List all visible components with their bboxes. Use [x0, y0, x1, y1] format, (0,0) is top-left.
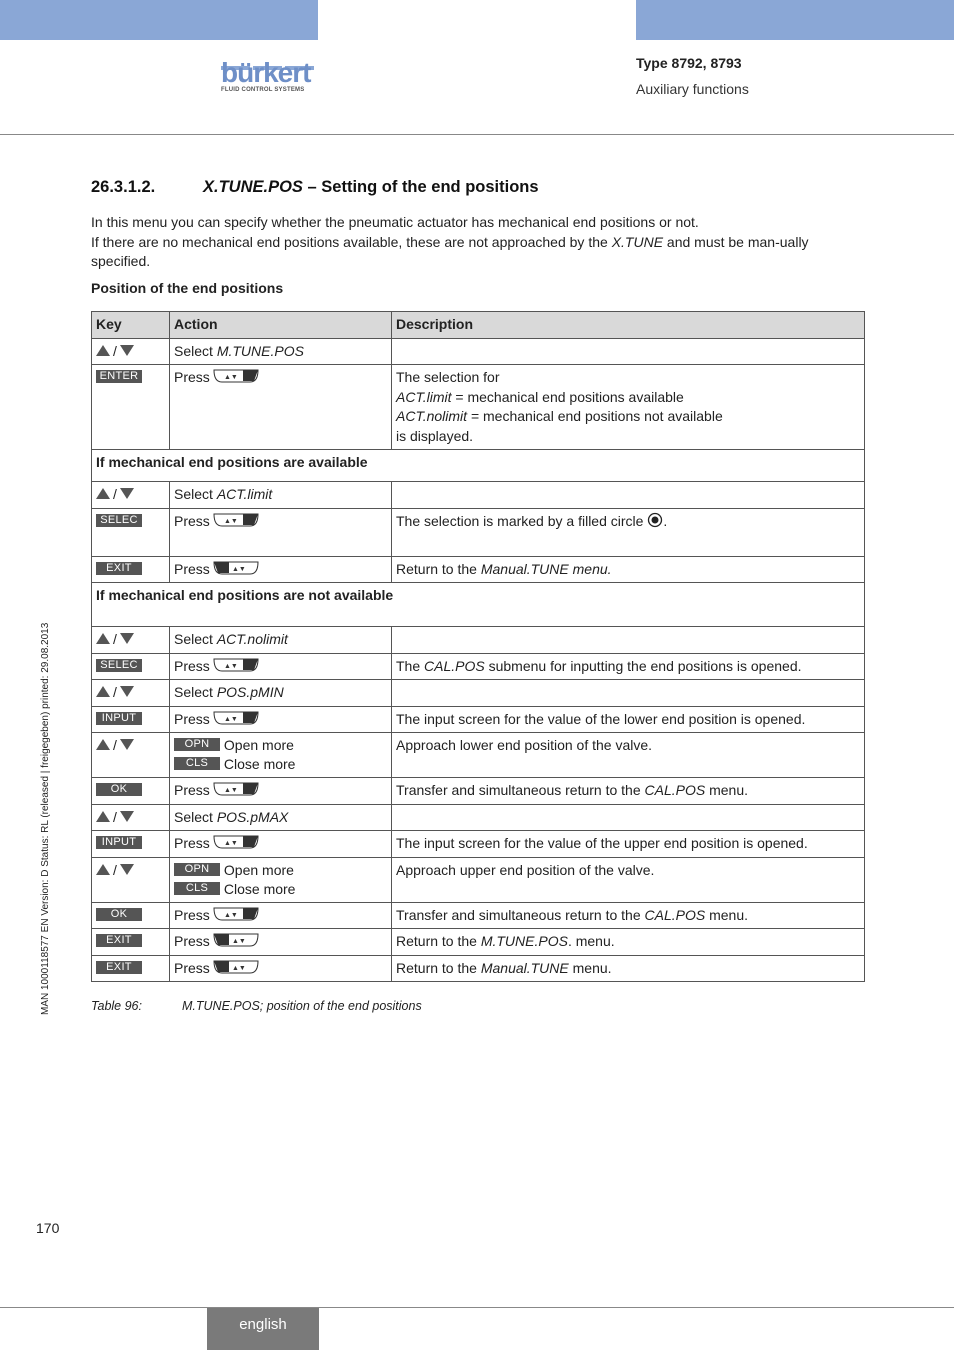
- action-italic: ACT.limit: [216, 486, 273, 502]
- svg-text:▲▼: ▲▼: [223, 787, 238, 795]
- open-more-line: [174, 736, 387, 755]
- desc-text-b: menu.: [705, 782, 749, 798]
- arrow-keys: [92, 338, 170, 365]
- table-row: [92, 556, 865, 583]
- desc-text-b: submenu for inputting the end positions is opened.: [484, 657, 802, 674]
- svg-text:▲▼: ▲▼: [223, 840, 238, 848]
- header-bar-left: [0, 0, 318, 40]
- action-cell: [170, 365, 392, 450]
- footer-divider: [0, 1307, 954, 1308]
- exit-key-icon: EXIT: [96, 562, 142, 575]
- intro-text-b: and must be man-ually specified.: [91, 233, 809, 269]
- desc-line: [396, 407, 860, 427]
- section-title: – Setting of the end positions: [302, 178, 539, 196]
- action-cell: [170, 556, 392, 583]
- description-cell: [392, 929, 865, 956]
- description-cell: [392, 804, 865, 831]
- open-more-line: [174, 861, 387, 880]
- key-action-table: [91, 311, 865, 982]
- desc-text-b: menu.: [568, 959, 612, 976]
- desc-end: .: [663, 512, 668, 529]
- section-number: 26.3.1.2.: [91, 178, 156, 196]
- exit-key-icon: EXIT: [96, 961, 142, 974]
- desc-italic: M.TUNE.POS: [480, 933, 568, 949]
- key-cell: [92, 706, 170, 733]
- desc-italic: Manual.TUNE menu.: [480, 560, 612, 577]
- table-row: [92, 955, 865, 982]
- desc-text-b: . menu.: [567, 933, 615, 949]
- table-caption: [91, 999, 422, 1013]
- table-row: [92, 365, 865, 450]
- desc-line: [396, 388, 860, 408]
- enter-key-icon: ENTER: [96, 370, 142, 383]
- desc-line: is displayed.: [396, 427, 474, 444]
- arrow-down-icon: [120, 488, 134, 499]
- page-number: 170: [36, 1220, 60, 1236]
- action-text: Press: [174, 560, 210, 577]
- description-cell: [392, 680, 865, 707]
- desc-text: The selection is marked by a filled circle: [396, 512, 648, 529]
- table-row: [92, 680, 865, 707]
- ok-key-icon: OK: [96, 908, 142, 921]
- key-cell: [92, 955, 170, 982]
- slash: /: [113, 342, 117, 359]
- key-cell: [92, 653, 170, 680]
- description-cell: [392, 365, 865, 450]
- keypad-right-icon: [213, 781, 259, 797]
- key-cell: [92, 831, 170, 858]
- description-cell: [392, 508, 865, 556]
- caption-text: M.TUNE.POS; position of the end positions: [182, 999, 422, 1013]
- action-text: Press: [174, 657, 210, 674]
- desc-text: Transfer and simultaneous return to the: [396, 906, 645, 923]
- key-cell: [92, 778, 170, 805]
- desc-italic: CAL.POS: [644, 782, 706, 798]
- svg-text:▲▼: ▲▼: [231, 964, 246, 972]
- arrow-keys: [92, 857, 170, 902]
- table-row: [92, 804, 865, 831]
- table-header-row: [92, 312, 865, 339]
- arrow-up-icon: [96, 345, 110, 356]
- action-text: Select: [174, 684, 217, 700]
- action-cell: [170, 804, 392, 831]
- arrow-keys: [92, 680, 170, 707]
- desc-italic: Manual.TUNE: [480, 959, 569, 976]
- slash: /: [113, 808, 117, 825]
- intro-text: [91, 213, 851, 272]
- action-text: Press: [174, 710, 210, 727]
- table-row: [92, 929, 865, 956]
- desc-text: = mechanical end positions not available: [467, 408, 723, 424]
- logo-subtitle: FLUID CONTROL SYSTEMS: [221, 87, 305, 93]
- description-cell: [392, 955, 865, 982]
- arrow-down-icon: [120, 633, 134, 644]
- arrow-up-icon: [96, 864, 110, 875]
- key-cell: [92, 556, 170, 583]
- description-cell: The input screen for the value of the lower end position is opened.: [392, 706, 865, 733]
- key-cell: [92, 508, 170, 556]
- intro-italic: X.TUNE: [611, 233, 664, 250]
- close-more-text: Close more: [223, 756, 296, 772]
- close-more-line: [174, 880, 387, 899]
- description-cell: [392, 653, 865, 680]
- language-tab: english: [207, 1308, 319, 1350]
- table-row: [92, 482, 865, 509]
- header-divider: [0, 134, 954, 135]
- desc-text: Transfer and simultaneous return to the: [396, 782, 645, 798]
- description-cell: The input screen for the value of the upper end position is opened.: [392, 831, 865, 858]
- header-action: Action: [170, 312, 392, 339]
- action-cell: [170, 929, 392, 956]
- action-cell: [170, 955, 392, 982]
- document-meta: MAN 1000118577 EN Version: D Status: RL (released | freigegeben) printed: 29.08.2013: [40, 622, 51, 1015]
- action-cell: [170, 831, 392, 858]
- description-cell: Approach lower end position of the valve.: [392, 733, 865, 778]
- arrow-down-icon: [120, 739, 134, 750]
- arrow-down-icon: [120, 811, 134, 822]
- action-cell: [170, 778, 392, 805]
- key-cell: [92, 902, 170, 929]
- arrow-keys: [92, 804, 170, 831]
- chapter-name: Auxiliary functions: [636, 81, 749, 97]
- keypad-left-icon: [213, 959, 259, 975]
- arrow-up-icon: [96, 633, 110, 644]
- action-cell: [170, 857, 392, 902]
- slash: /: [113, 861, 117, 878]
- table-subheading: Position of the end positions: [91, 280, 284, 296]
- action-text: Press: [174, 933, 210, 949]
- arrow-keys: [92, 733, 170, 778]
- opn-key-icon: OPN: [174, 863, 220, 876]
- action-text: Press: [174, 906, 210, 923]
- svg-text:▲▼: ▲▼: [223, 911, 238, 919]
- desc-text-b: menu.: [705, 906, 749, 923]
- exit-key-icon: EXIT: [96, 934, 142, 947]
- table-row: [92, 508, 865, 556]
- desc-text: Return to the: [396, 560, 481, 577]
- selec-key-icon: SELEC: [96, 514, 142, 527]
- action-text: Select: [174, 808, 217, 825]
- action-text: Press: [174, 512, 210, 529]
- group-label: If mechanical end positions are not available: [92, 583, 865, 627]
- arrow-up-icon: [96, 686, 110, 697]
- key-cell: [92, 365, 170, 450]
- table-row: [92, 831, 865, 858]
- keypad-right-icon: [213, 710, 259, 726]
- product-type: Type 8792, 8793: [636, 55, 742, 71]
- desc-italic: ACT.limit: [396, 388, 452, 405]
- keypad-right-icon: [213, 834, 259, 850]
- description-cell: [392, 778, 865, 805]
- desc-italic: CAL.POS: [424, 657, 485, 674]
- action-text: Press: [174, 782, 210, 798]
- action-italic: ACT.nolimit: [216, 631, 288, 647]
- action-italic: POS.pMAX: [216, 808, 289, 825]
- input-key-icon: INPUT: [96, 712, 142, 725]
- description-cell: Approach upper end position of the valve.: [392, 857, 865, 902]
- input-key-icon: INPUT: [96, 836, 142, 849]
- cls-key-icon: CLS: [174, 882, 220, 895]
- description-cell: [392, 338, 865, 365]
- svg-text:▲▼: ▲▼: [231, 565, 246, 573]
- intro-line-2: [91, 233, 851, 272]
- action-cell: [170, 680, 392, 707]
- action-italic: POS.pMIN: [216, 684, 284, 700]
- table-row: [92, 857, 865, 902]
- svg-text:▲▼: ▲▼: [223, 517, 238, 525]
- section-heading: [91, 178, 539, 197]
- arrow-keys: [92, 627, 170, 654]
- desc-line: The selection for: [396, 369, 500, 385]
- table-row: [92, 706, 865, 733]
- table-row: [92, 653, 865, 680]
- keypad-right-icon: [213, 512, 259, 528]
- close-more-line: [174, 755, 387, 774]
- action-text: Press: [174, 369, 210, 385]
- table-row: [92, 627, 865, 654]
- action-italic: M.TUNE.POS: [216, 342, 304, 359]
- logo-text: bürkert: [221, 57, 311, 88]
- arrow-down-icon: [120, 686, 134, 697]
- action-text: Select: [174, 631, 217, 647]
- desc-text: The: [396, 657, 425, 674]
- section-title-italic: X.TUNE.POS: [203, 178, 303, 196]
- group-row: [92, 583, 865, 627]
- ok-key-icon: OK: [96, 783, 142, 796]
- svg-text:▲▼: ▲▼: [223, 715, 238, 723]
- action-cell: [170, 338, 392, 365]
- group-row: [92, 450, 865, 482]
- arrow-keys: [92, 482, 170, 509]
- header-key: Key: [92, 312, 170, 339]
- cls-key-icon: CLS: [174, 757, 220, 770]
- description-cell: [392, 627, 865, 654]
- open-more-text: Open more: [223, 737, 294, 753]
- close-more-text: Close more: [223, 880, 296, 897]
- keypad-left-icon: [213, 560, 259, 576]
- action-cell: [170, 653, 392, 680]
- table-row: [92, 338, 865, 365]
- action-cell: [170, 508, 392, 556]
- keypad-left-icon: [213, 932, 259, 948]
- arrow-down-icon: [120, 864, 134, 875]
- description-cell: [392, 902, 865, 929]
- action-cell: [170, 627, 392, 654]
- filled-circle-icon: [647, 512, 663, 528]
- action-text: Select: [174, 342, 217, 359]
- caption-label: Table 96:: [91, 999, 142, 1013]
- open-more-text: Open more: [223, 861, 294, 878]
- keypad-right-icon: [213, 657, 259, 673]
- keypad-right-icon: [213, 906, 259, 922]
- description-cell: [392, 556, 865, 583]
- desc-text: Return to the: [396, 933, 481, 949]
- action-text: Select: [174, 486, 217, 502]
- keypad-right-icon: [213, 368, 259, 384]
- intro-text-a: If there are no mechanical end positions available, these are not approached by the: [91, 233, 612, 250]
- header-description: Description: [392, 312, 865, 339]
- description-cell: [392, 482, 865, 509]
- svg-text:▲▼: ▲▼: [223, 662, 238, 670]
- header-bar-right: [636, 0, 954, 40]
- group-label: If mechanical end positions are available: [92, 450, 865, 482]
- action-text: Press: [174, 959, 210, 976]
- desc-italic: CAL.POS: [644, 906, 706, 923]
- slash: /: [113, 737, 117, 753]
- desc-italic: ACT.nolimit: [396, 408, 468, 424]
- action-cell: [170, 733, 392, 778]
- action-cell: [170, 902, 392, 929]
- action-cell: [170, 706, 392, 733]
- table-row: [92, 778, 865, 805]
- selec-key-icon: SELEC: [96, 659, 142, 672]
- opn-key-icon: OPN: [174, 738, 220, 751]
- arrow-up-icon: [96, 488, 110, 499]
- arrow-up-icon: [96, 739, 110, 750]
- desc-text: Return to the: [396, 959, 481, 976]
- desc-text: = mechanical end positions available: [451, 388, 684, 405]
- slash: /: [113, 486, 117, 502]
- table-row: [92, 733, 865, 778]
- intro-line-1: In this menu you can specify whether the pneumatic actuator has mechanical end positions or not.: [91, 214, 699, 230]
- svg-text:▲▼: ▲▼: [223, 374, 238, 382]
- action-text: Press: [174, 835, 210, 851]
- svg-text:▲▼: ▲▼: [231, 938, 246, 946]
- table-row: [92, 902, 865, 929]
- slash: /: [113, 631, 117, 647]
- action-cell: [170, 482, 392, 509]
- key-cell: [92, 929, 170, 956]
- slash: /: [113, 684, 117, 700]
- arrow-up-icon: [96, 811, 110, 822]
- arrow-down-icon: [120, 345, 134, 356]
